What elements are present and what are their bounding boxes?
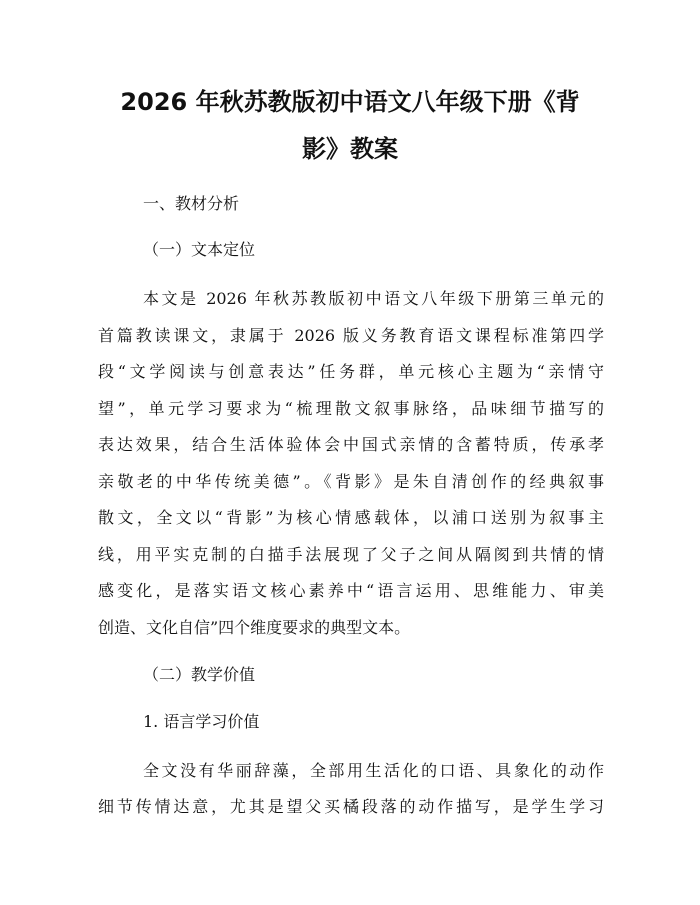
paragraph-1-line-1: 本文是 2026 年秋苏教版初中语文八年级下册第三单元的 [143,289,604,308]
paragraph-1-line-8: 线，用平实克制的白描手法展现了父子之间从隔阂到共情的情 [98,545,604,564]
paragraph-1-line-6: 亲敬老的中华传统美德”。《背影》是朱自清创作的经典叙事 [98,472,604,491]
section-heading-textbook-analysis: 一、教材分析 [143,194,240,213]
paragraph-2-line-1: 全文没有华丽辞藻，全部用生活化的口语、具象化的动作 [143,761,604,780]
paragraph-1-line-9: 感变化，是落实语文核心素养中“语言运用、思维能力、审美 [98,581,604,600]
paragraph-1-line-3: 段“文学阅读与创意表达”任务群，单元核心主题为“亲情守 [98,362,604,381]
paragraph-1-line-2: 首篇教读课文，隶属于 2026 版义务教育语文课程标准第四学 [98,326,604,345]
subsection-heading-text-positioning: （一）文本定位 [143,240,256,259]
item-heading-language-learning-value: 1. 语言学习价值 [143,712,260,731]
paragraph-1-line-10: 创造、文化自信”四个维度要求的典型文本。 [98,618,411,637]
paragraph-1-line-4: 望”，单元学习要求为“梳理散文叙事脉络，品味细节描写的 [98,399,604,418]
paragraph-2-line-2: 细节传情达意，尤其是望父买橘段落的动作描写，是学生学习 [98,797,604,816]
paragraph-1-line-7: 散文，全文以“背影”为核心情感载体，以浦口送别为叙事主 [98,508,604,527]
paragraph-1-line-5: 表达效果，结合生活体验体会中国式亲情的含蓄特质，传承孝 [98,435,604,454]
document-title-line-1: 2026 年秋苏教版初中语文八年级下册《背 [120,88,580,116]
document-title-line-2: 影》教案 [302,135,398,163]
subsection-heading-teaching-value: （二）教学价值 [143,665,256,684]
